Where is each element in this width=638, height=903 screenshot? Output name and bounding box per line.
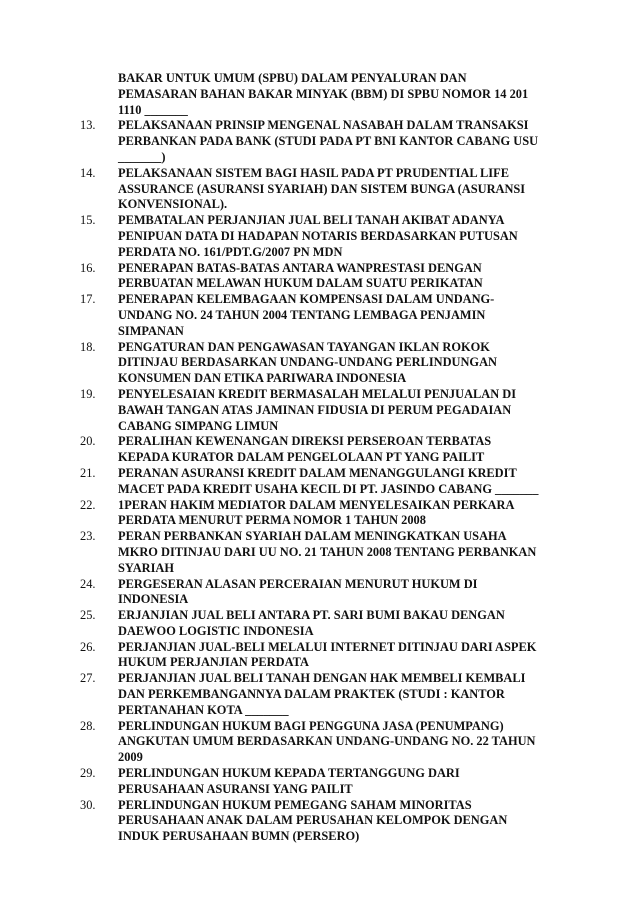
list-item-text: PERAN PERBANKAN SYARIAH DALAM MENINGKATKAN USAHA (118, 529, 507, 544)
list-item-text: 2009 (118, 750, 143, 765)
list-item-number: 27. (80, 671, 96, 686)
list-item-number: 23. (80, 529, 96, 544)
list-item-text: PERJANJIAN JUAL BELI TANAH DENGAN HAK MEMBELI KEMBALI (118, 671, 526, 686)
list-item-line (0, 466, 638, 482)
list-item-line (0, 387, 638, 403)
list-item-text: PERBANKAN PADA BANK (STUDI PADA PT BNI KANTOR CABANG USU (118, 134, 539, 149)
list-item-text: PENGATURAN DAN PENGAWASAN TAYANGAN IKLAN ROKOK (118, 339, 490, 354)
list-item-line (0, 734, 638, 750)
list-item-text: KONVENSIONAL). (118, 197, 228, 212)
list-item-line (0, 719, 638, 735)
list-item-text: ASSURANCE (ASURANSI SYARIAH) DAN SISTEM BUNGA (ASURANSI (118, 181, 526, 196)
list-item-text: PEMASARAN BAHAN BAKAR MINYAK (BBM) DI SPBU NOMOR 14 201 (118, 86, 529, 101)
list-item-line (0, 229, 638, 245)
list-item-text: PERANAN ASURANSI KREDIT DALAM MENANGGULANGI KREDIT (118, 465, 517, 480)
list-item-text: INDONESIA (118, 592, 189, 607)
list-item-text: DAN PERKEMBANGANNYA DALAM PRAKTEK (STUDI : KANTOR (118, 687, 505, 702)
list-item-text: _______) (118, 149, 166, 164)
list-item-line (0, 87, 638, 103)
list-item-line (0, 261, 638, 277)
list-item-number: 26. (80, 639, 96, 654)
list-item-text: PERDATA MENURUT PERMA NOMOR 1 TAHUN 2008 (118, 513, 426, 528)
list-item-line (0, 671, 638, 687)
list-item-line (0, 166, 638, 182)
list-item-text: BAWAH TANGAN ATAS JAMINAN FIDUSIA DI PERUM PEGADAIAN (118, 402, 512, 417)
list-item-line (0, 655, 638, 671)
list-item-line (0, 182, 638, 198)
list-item-line (0, 545, 638, 561)
list-item-text: KONSUMEN DAN ETIKA PARIWARA INDONESIA (118, 371, 407, 386)
list-item-text: 1PERAN HAKIM MEDIATOR DALAM MENYELESAIKAN PERKARA (118, 497, 515, 512)
list-item-text: DAEWOO LOGISTIC INDONESIA (118, 623, 314, 638)
list-item-line (0, 624, 638, 640)
list-item-line (0, 419, 638, 435)
list-item-line (0, 150, 638, 166)
list-item-text: HUKUM PERJANJIAN PERDATA (118, 655, 309, 670)
list-item-line (0, 197, 638, 213)
list-item-number: 15. (80, 213, 96, 228)
list-item-number: 17. (80, 292, 96, 307)
list-item-text: BAKAR UNTUK UMUM (SPBU) DALAM PENYALURAN DAN (118, 71, 467, 85)
list-item-text: SYARIAH (118, 560, 175, 575)
list-item-text: PERJANJIAN JUAL-BELI MELALUI INTERNET DITINJAU DARI ASPEK (118, 639, 537, 654)
list-item-text: PENERAPAN KELEMBAGAAN KOMPENSASI DALAM UNDANG- (118, 292, 495, 307)
list-item-text: PERDATA NO. 161/PDT.G/2007 PN MDN (118, 244, 343, 259)
list-item-number: 19. (80, 386, 96, 401)
list-item-text: DITINJAU BERDASARKAN UNDANG-UNDANG PERLINDUNGAN (118, 355, 497, 370)
list-item-text: PERGESERAN ALASAN PERCERAIAN MENURUT HUKUM DI (118, 576, 478, 591)
list-item-line (0, 213, 638, 229)
list-item-number: 14. (80, 165, 96, 180)
list-item-line (0, 703, 638, 719)
list-item-line (0, 340, 638, 356)
list-item-text: PERTANAHAN KOTA _______ (118, 702, 289, 717)
list-item-text: PEMBATALAN PERJANJIAN JUAL BELI TANAH AKIBAT ADANYA (118, 213, 505, 228)
list-item-line (0, 766, 638, 782)
list-item-text: MACET PADA KREDIT USAHA KECIL DI PT. JASINDO CABANG _______ (118, 481, 539, 496)
list-item-number: 22. (80, 497, 96, 512)
list-item-line (0, 561, 638, 577)
list-item-line (0, 103, 638, 119)
list-item-line (0, 498, 638, 514)
list-item-text: PELAKSANAAN SISTEM BAGI HASIL PADA PT PRUDENTIAL LIFE (118, 165, 509, 180)
list-item-text: SIMPANAN (118, 323, 184, 338)
list-item-line (0, 750, 638, 766)
list-item-line (0, 118, 638, 134)
list-item-text: UNDANG NO. 24 TAHUN 2004 TENTANG LEMBAGA PENJAMIN (118, 307, 486, 322)
list-item-text: PENYELESAIAN KREDIT BERMASALAH MELALUI PENJUALAN DI (118, 386, 517, 401)
list-item-text: PENERAPAN BATAS-BATAS ANTARA WANPRESTASI DENGAN (118, 260, 482, 275)
list-item-line (0, 434, 638, 450)
list-item-line (0, 276, 638, 292)
list-item-line (0, 640, 638, 656)
list-item-line (0, 687, 638, 703)
list-item-line (0, 292, 638, 308)
list-item-line (0, 529, 638, 545)
list-item-text: ERJANJIAN JUAL BELI ANTARA PT. SARI BUMI BAKAU DENGAN (118, 608, 505, 623)
list-item-text: 1110 _______ (118, 102, 188, 117)
list-item-number: 25. (80, 608, 96, 623)
list-item-line (0, 403, 638, 419)
list-item-line (0, 577, 638, 593)
list-item-line (0, 608, 638, 624)
list-item-line (0, 245, 638, 261)
list-item-line (0, 355, 638, 371)
list-item-text: PENIPUAN DATA DI HADAPAN NOTARIS BERDASARKAN PUTUSAN (118, 228, 518, 243)
list-item-line (0, 482, 638, 498)
list-item-line (0, 813, 638, 829)
list-item-text: PERBUATAN MELAWAN HUKUM DALAM SUATU PERIKATAN (118, 276, 483, 291)
list-item-text: PERLINDUNGAN HUKUM PEMEGANG SAHAM MINORITAS (118, 797, 472, 812)
list-item-line (0, 782, 638, 798)
list-item-line (0, 592, 638, 608)
list-item-text: MKRO DITINJAU DARI UU NO. 21 TAHUN 2008 TENTANG PERBANKAN (118, 544, 537, 559)
list-item-line (0, 829, 638, 845)
list-item-text: PERLINDUNGAN HUKUM BAGI PENGGUNA JASA (PENUMPANG) (118, 718, 504, 733)
list-item-number: 13. (80, 118, 96, 133)
list-item-line (0, 324, 638, 340)
list-item-line (0, 798, 638, 814)
list-item-text: PERUSAHAAN ANAK DALAM PERUSAHAN KELOMPOK DENGAN (118, 813, 508, 828)
list-item-number: 28. (80, 718, 96, 733)
list-item-line (0, 371, 638, 387)
list-item-text: PERALIHAN KEWENANGAN DIREKSI PERSEROAN TERBATAS (118, 434, 492, 449)
list-item-text: CABANG SIMPANG LIMUN (118, 418, 279, 433)
list-item-line (0, 134, 638, 150)
list-item-text: PELAKSANAAN PRINSIP MENGENAL NASABAH DALAM TRANSAKSI (118, 118, 529, 133)
list-item-line (0, 513, 638, 529)
list-item-line (0, 308, 638, 324)
list-item-text: PERUSAHAAN ASURANSI YANG PAILIT (118, 781, 353, 796)
document-page (0, 71, 638, 845)
list-item-number: 24. (80, 576, 96, 591)
list-item-text: KEPADA KURATOR DALAM PENGELOLAAN PT YANG PAILIT (118, 450, 485, 465)
list-item-line (0, 450, 638, 466)
list-item-number: 20. (80, 434, 96, 449)
list-item-text: INDUK PERUSAHAAN BUMN (PERSERO) (118, 829, 360, 844)
list-item-number: 29. (80, 766, 96, 781)
list-item-number: 16. (80, 260, 96, 275)
list-item-number: 18. (80, 339, 96, 354)
list-item-text: PERLINDUNGAN HUKUM KEPADA TERTANGGUNG DARI (118, 766, 460, 781)
list-item-number: 30. (80, 797, 96, 812)
list-item-text: ANGKUTAN UMUM BERDASARKAN UNDANG-UNDANG NO. 22 TAHUN (118, 734, 536, 749)
list-item-line (0, 71, 638, 87)
list-item-number: 21. (80, 465, 96, 480)
